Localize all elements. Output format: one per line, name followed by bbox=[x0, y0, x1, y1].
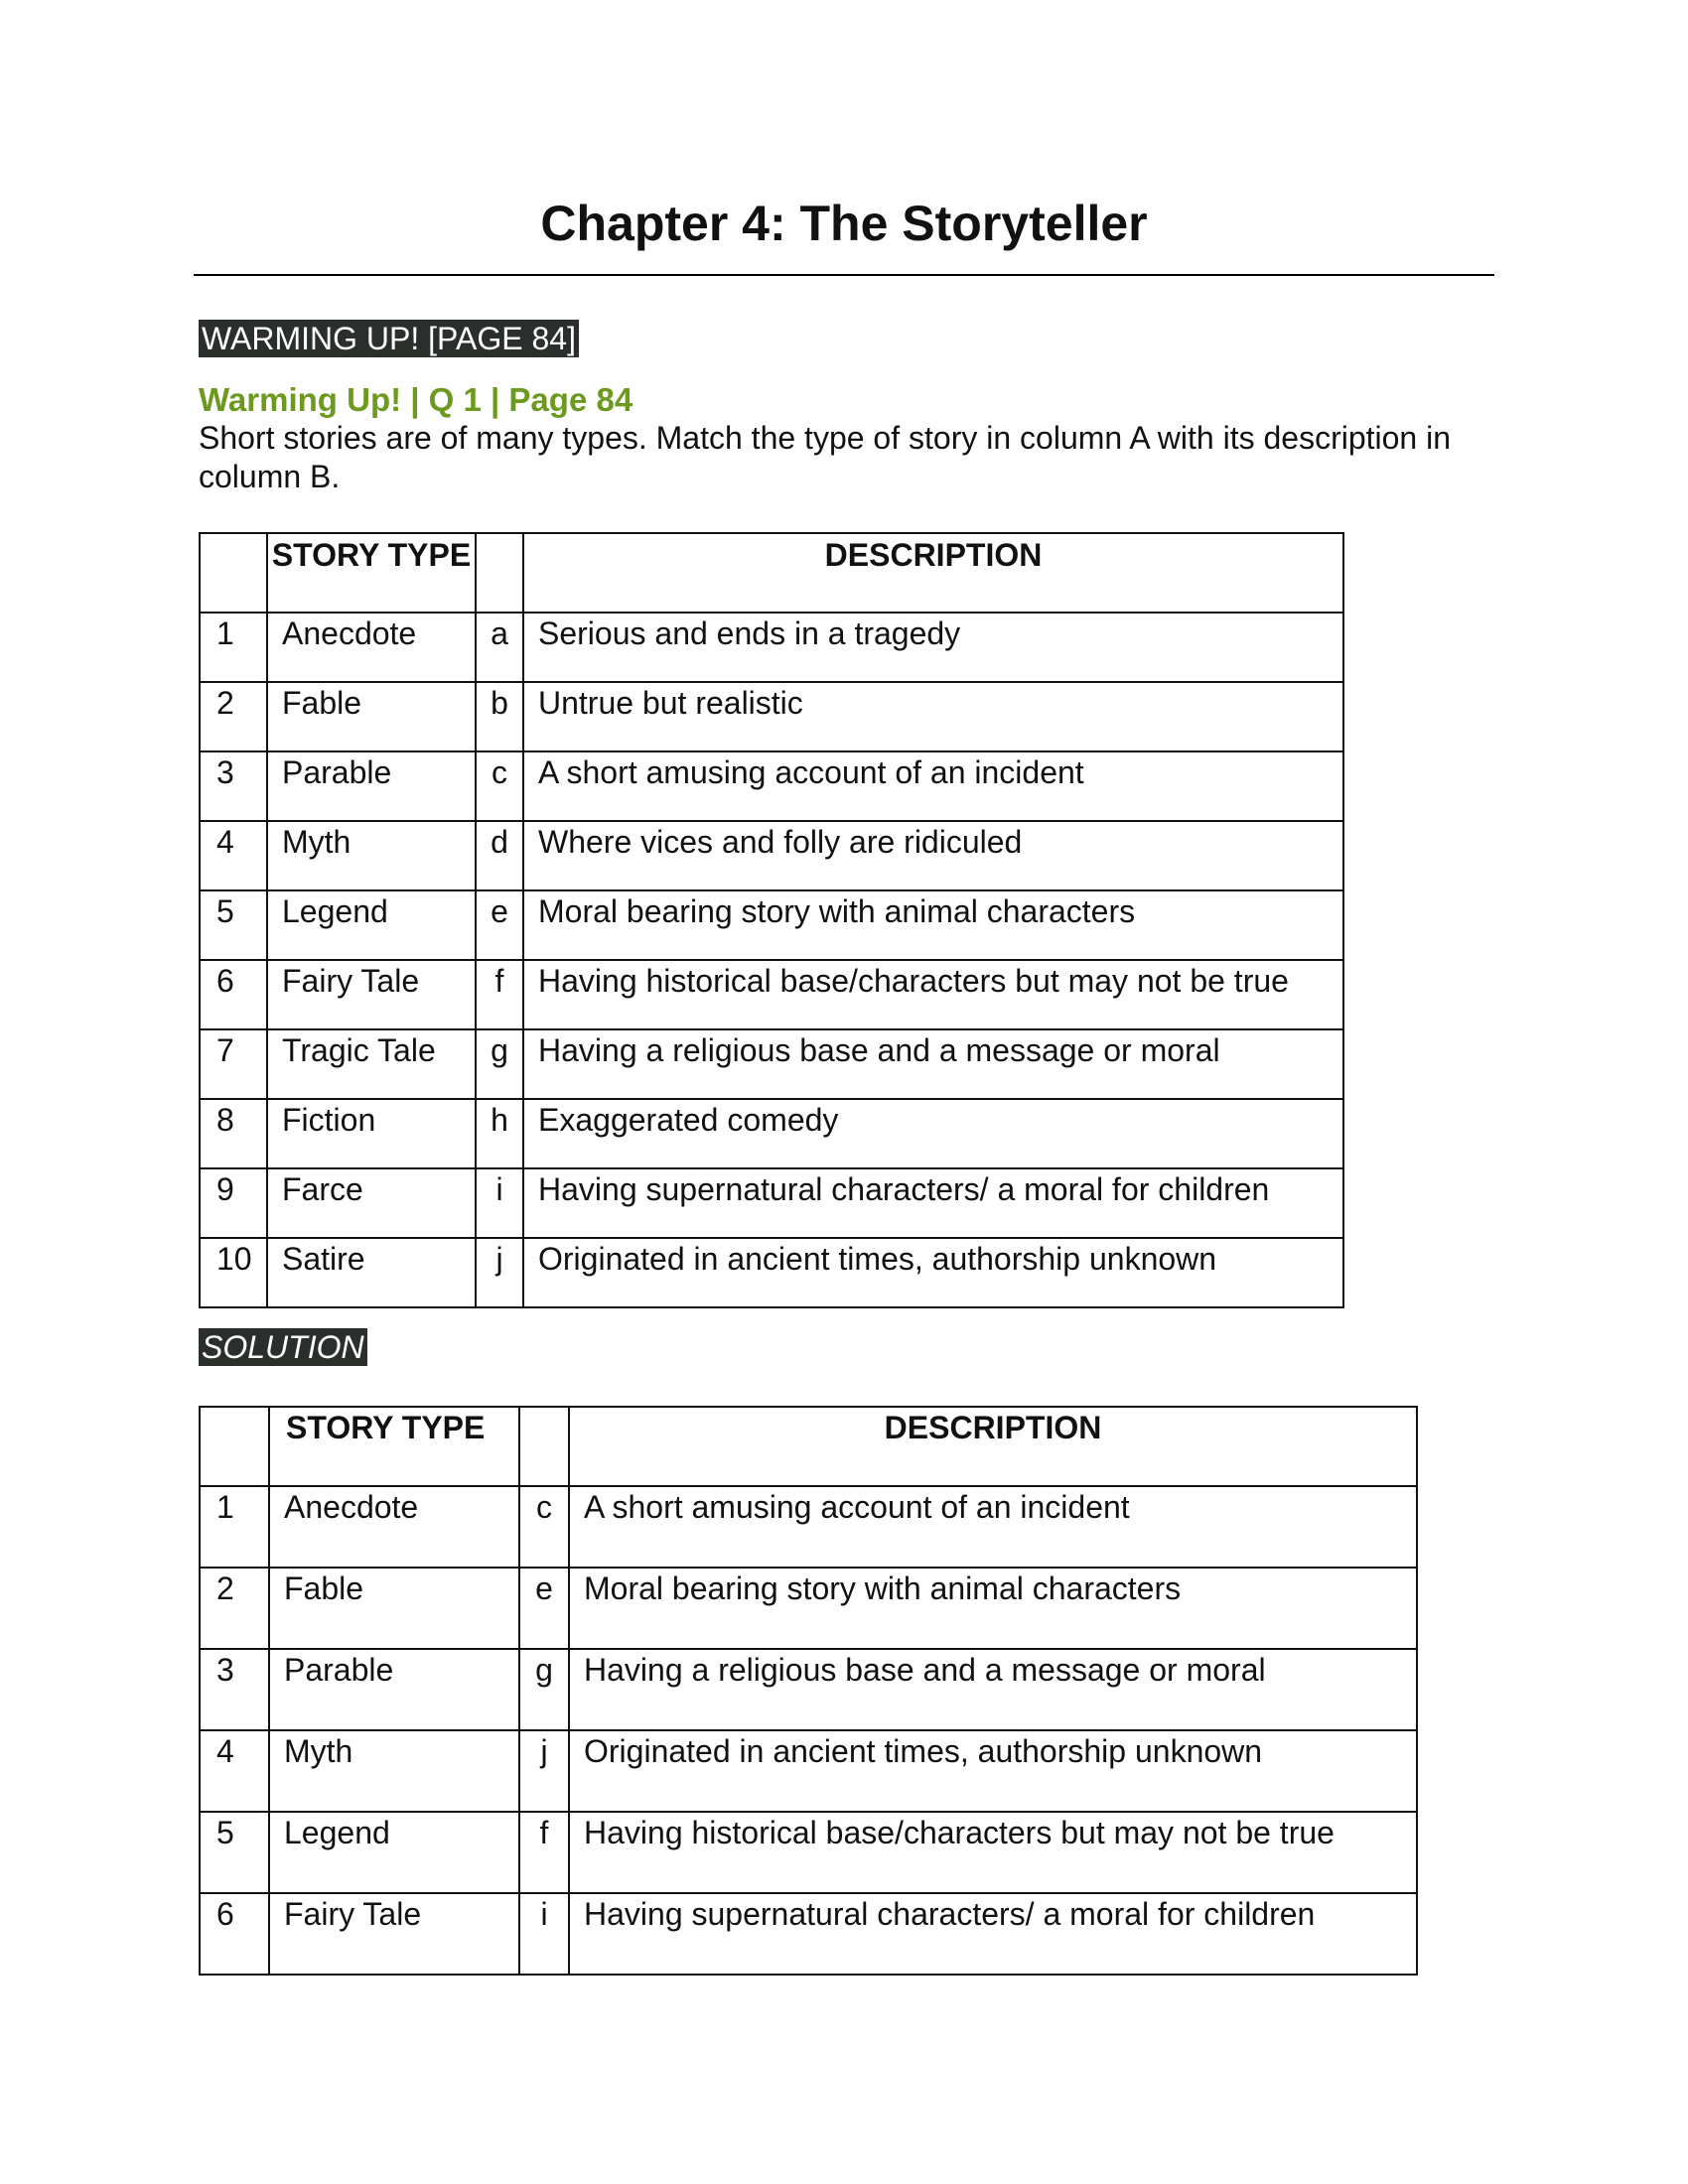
letter-cell: c bbox=[476, 751, 523, 821]
header-story-type: STORY TYPE bbox=[269, 1407, 519, 1486]
row-number: 1 bbox=[200, 1486, 269, 1568]
table-row bbox=[200, 890, 1343, 960]
row-number: 9 bbox=[200, 1168, 267, 1238]
description-cell: Untrue but realistic bbox=[523, 682, 1343, 751]
description-cell: Having supernatural characters/ a moral for children bbox=[523, 1168, 1343, 1238]
title-divider bbox=[194, 274, 1494, 276]
row-number: 6 bbox=[200, 1893, 269, 1975]
solution-table bbox=[199, 1406, 1418, 1976]
letter-cell: h bbox=[476, 1099, 523, 1168]
table-row bbox=[200, 613, 1343, 682]
description-cell: A short amusing account of an incident bbox=[523, 751, 1343, 821]
letter-cell: f bbox=[519, 1812, 569, 1893]
header-num bbox=[200, 533, 267, 613]
description-cell: Having a religious base and a message or moral bbox=[569, 1649, 1417, 1730]
row-number: 8 bbox=[200, 1099, 267, 1168]
story-type-cell: Myth bbox=[269, 1730, 519, 1812]
table-row bbox=[200, 960, 1343, 1029]
letter-cell: f bbox=[476, 960, 523, 1029]
table-row bbox=[200, 1730, 1417, 1812]
letter-cell: c bbox=[519, 1486, 569, 1568]
story-type-cell: Parable bbox=[267, 751, 476, 821]
section-tag: WARMING UP! [PAGE 84] bbox=[199, 320, 579, 357]
story-type-cell: Legend bbox=[269, 1812, 519, 1893]
question-table bbox=[199, 532, 1344, 1308]
table-row bbox=[200, 1893, 1417, 1975]
row-number: 7 bbox=[200, 1029, 267, 1099]
row-number: 5 bbox=[200, 1812, 269, 1893]
description-cell: Exaggerated comedy bbox=[523, 1099, 1343, 1168]
description-cell: A short amusing account of an incident bbox=[569, 1486, 1417, 1568]
story-type-cell: Legend bbox=[267, 890, 476, 960]
row-number: 1 bbox=[200, 613, 267, 682]
description-cell: Having a religious base and a message or moral bbox=[523, 1029, 1343, 1099]
page-title: Chapter 4: The Storyteller bbox=[540, 196, 1148, 251]
story-type-cell: Fable bbox=[269, 1568, 519, 1649]
story-type-cell: Anecdote bbox=[269, 1486, 519, 1568]
story-type-cell: Fable bbox=[267, 682, 476, 751]
row-number: 3 bbox=[200, 751, 267, 821]
letter-cell: b bbox=[476, 682, 523, 751]
table-header-row bbox=[200, 533, 1343, 613]
letter-cell: i bbox=[476, 1168, 523, 1238]
row-number: 6 bbox=[200, 960, 267, 1029]
header-letter bbox=[476, 533, 523, 613]
table-row bbox=[200, 682, 1343, 751]
question-heading: Warming Up! | Q 1 | Page 84 bbox=[199, 381, 633, 418]
row-number: 4 bbox=[200, 1730, 269, 1812]
description-cell: Having historical base/characters but may not be true bbox=[569, 1812, 1417, 1893]
table-row bbox=[200, 1486, 1417, 1568]
story-type-cell: Myth bbox=[267, 821, 476, 890]
description-cell: Having historical base/characters but may not be true bbox=[523, 960, 1343, 1029]
story-type-cell: Farce bbox=[267, 1168, 476, 1238]
table-row bbox=[200, 821, 1343, 890]
row-number: 5 bbox=[200, 890, 267, 960]
solution-tag: SOLUTION bbox=[199, 1328, 367, 1366]
question-text: Short stories are of many types. Match the type of story in column A with its description in column B. bbox=[199, 420, 1452, 494]
row-number: 4 bbox=[200, 821, 267, 890]
table-row bbox=[200, 1812, 1417, 1893]
story-type-cell: Fairy Tale bbox=[267, 960, 476, 1029]
letter-cell: j bbox=[519, 1730, 569, 1812]
table-row bbox=[200, 1238, 1343, 1307]
table-row bbox=[200, 1649, 1417, 1730]
letter-cell: e bbox=[476, 890, 523, 960]
header-story-type: STORY TYPE bbox=[267, 533, 476, 613]
description-cell: Originated in ancient times, authorship unknown bbox=[569, 1730, 1417, 1812]
row-number: 2 bbox=[200, 682, 267, 751]
description-cell: Originated in ancient times, authorship unknown bbox=[523, 1238, 1343, 1307]
letter-cell: a bbox=[476, 613, 523, 682]
header-num bbox=[200, 1407, 269, 1486]
description-cell: Where vices and folly are ridiculed bbox=[523, 821, 1343, 890]
letter-cell: i bbox=[519, 1893, 569, 1975]
description-cell: Serious and ends in a tragedy bbox=[523, 613, 1343, 682]
description-cell: Moral bearing story with animal characters bbox=[523, 890, 1343, 960]
story-type-cell: Fiction bbox=[267, 1099, 476, 1168]
row-number: 10 bbox=[200, 1238, 267, 1307]
table-header-row bbox=[200, 1407, 1417, 1486]
story-type-cell: Fairy Tale bbox=[269, 1893, 519, 1975]
header-letter bbox=[519, 1407, 569, 1486]
table-row bbox=[200, 1568, 1417, 1649]
table-row bbox=[200, 751, 1343, 821]
header-description: DESCRIPTION bbox=[569, 1407, 1417, 1486]
story-type-cell: Anecdote bbox=[267, 613, 476, 682]
description-cell: Having supernatural characters/ a moral for children bbox=[569, 1893, 1417, 1975]
letter-cell: e bbox=[519, 1568, 569, 1649]
description-cell: Moral bearing story with animal characters bbox=[569, 1568, 1417, 1649]
row-number: 3 bbox=[200, 1649, 269, 1730]
letter-cell: g bbox=[519, 1649, 569, 1730]
story-type-cell: Parable bbox=[269, 1649, 519, 1730]
table-row bbox=[200, 1168, 1343, 1238]
row-number: 2 bbox=[200, 1568, 269, 1649]
header-description: DESCRIPTION bbox=[523, 533, 1343, 613]
letter-cell: d bbox=[476, 821, 523, 890]
table-row bbox=[200, 1029, 1343, 1099]
table-row bbox=[200, 1099, 1343, 1168]
letter-cell: j bbox=[476, 1238, 523, 1307]
story-type-cell: Satire bbox=[267, 1238, 476, 1307]
letter-cell: g bbox=[476, 1029, 523, 1099]
story-type-cell: Tragic Tale bbox=[267, 1029, 476, 1099]
